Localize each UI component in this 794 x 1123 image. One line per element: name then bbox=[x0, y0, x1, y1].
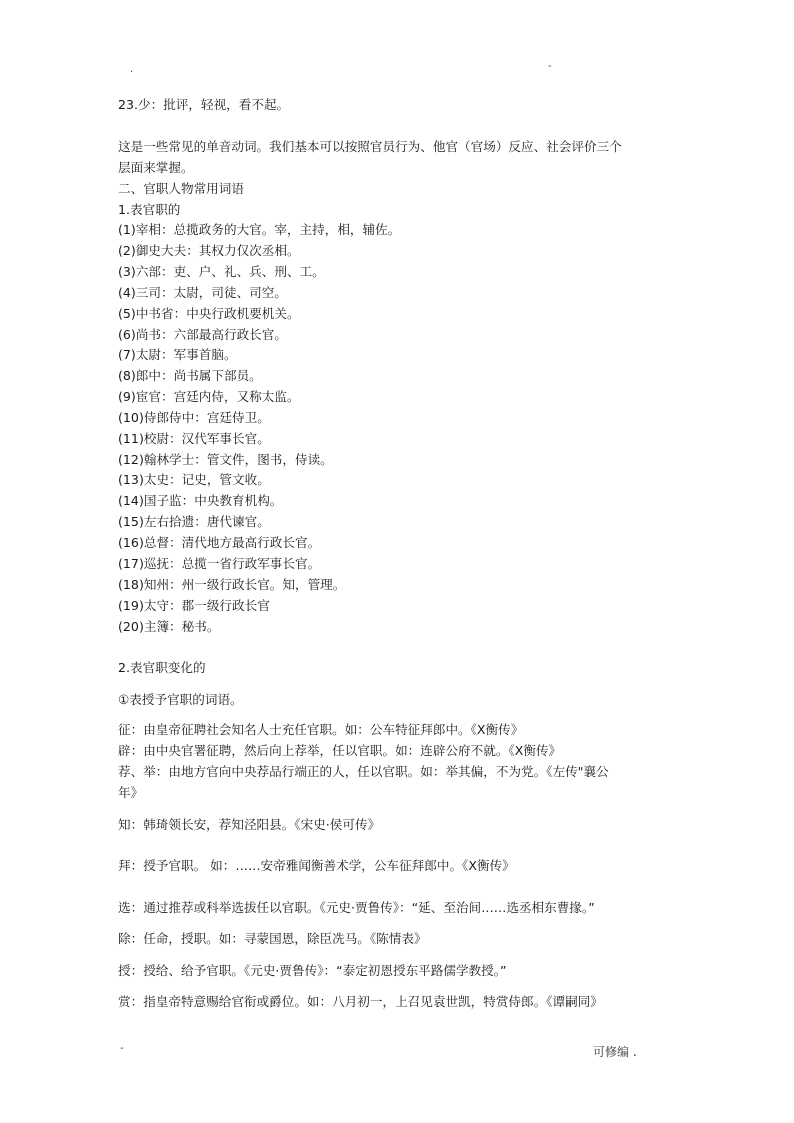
subsection-title-2: 2.表官职变化的 bbox=[118, 660, 206, 675]
list-item: (14)国子监：中央教育机构。 bbox=[118, 493, 283, 508]
list-item: (11)校尉：汉代军事长官。 bbox=[118, 431, 270, 446]
summary-line-1: 这是一些常见的单音动词。我们基本可以按照官员行为、他官（官场）反应、社会评价三个 bbox=[118, 139, 622, 154]
list-item: (13)太史：记史，管文收。 bbox=[118, 472, 270, 487]
entry-xuan: 选：通过推荐或科举选拔任以官职。《元史·贾鲁传》：“延、至治间……选丞相东曹掾。” bbox=[118, 900, 595, 915]
entry-jian-line-2: 年》 bbox=[118, 785, 144, 800]
list-item: (17)巡抚：总揽一省行政军事长官。 bbox=[118, 556, 321, 571]
entry-pi: 辟：由中央官署征聘，然后向上荐举，任以官职。如：连辟公府不就。《X衡传》 bbox=[118, 743, 562, 758]
list-item: (10)侍郎侍中：宫廷侍卫。 bbox=[118, 410, 270, 425]
list-item: (4)三司：太尉，司徒、司空。 bbox=[118, 285, 287, 300]
list-item: (18)知州：州一级行政长官。知，管理。 bbox=[118, 577, 346, 592]
footer-left-mark: - bbox=[120, 1043, 124, 1054]
point-1-heading bbox=[118, 692, 243, 708]
list-item: (19)太守：郡一级行政长官 bbox=[118, 598, 270, 613]
point-1-title: 表授予官职的词语。 bbox=[129, 692, 243, 707]
section-heading: 二、官职人物常用词语 bbox=[118, 181, 244, 196]
entry-zhi: 知：韩琦领长安，荐知泾阳县。《宋史·侯可传》 bbox=[118, 817, 381, 832]
entry-jian-line-1: 荐、举：由地方官向中央荐品行端正的人，任以官职。如：举其偏，不为党。《左传"襄公 bbox=[118, 764, 609, 779]
intro-item-23: 23.少：批评，轻视，看不起。 bbox=[118, 97, 290, 112]
list-item: (15)左右拾遗：唐代谏官。 bbox=[118, 514, 270, 529]
list-item: (1)宰相：总揽政务的大官。宰，主持，相，辅佐。 bbox=[118, 222, 401, 237]
header-left-mark: . bbox=[130, 64, 134, 75]
list-item: (6)尚书：六部最高行政长官。 bbox=[118, 327, 287, 342]
list-item: (3)六部：吏、户、礼、兵、刑、工。 bbox=[118, 264, 325, 279]
entry-shang: 赏：指皇帝特意赐给官衔或爵位。如：八月初一，上召见袁世凯，特赏侍郎。《谭嗣同》 bbox=[118, 994, 603, 1009]
footer-editable-note: 可修编 . bbox=[593, 1045, 637, 1059]
list-item: (7)太尉：军事首脑。 bbox=[118, 347, 237, 362]
list-item: (5)中书省：中央行政机要机关。 bbox=[118, 306, 300, 321]
list-item: (20)主簿：秘书。 bbox=[118, 619, 220, 634]
entry-bai: 拜：授予官职。 如：……安帝雅闻衡善术学，公车征拜郎中。《X衡传》 bbox=[118, 858, 515, 873]
summary-line-2: 层面来掌握。 bbox=[118, 160, 194, 175]
list-item: (2)御史大夫：其权力仅次丞相。 bbox=[118, 243, 300, 258]
header-right-mark: - bbox=[548, 61, 552, 72]
circled-number-marker: ① bbox=[118, 692, 130, 707]
entry-chu: 除：任命，授职。如：寻蒙国恩，除臣冼马。《陈情表》 bbox=[118, 931, 427, 946]
entry-zheng: 征：由皇帝征聘社会知名人士充任官职。如：公车特征拜郎中。《X衡传》 bbox=[118, 722, 524, 737]
list-item: (16)总督：清代地方最高行政长官。 bbox=[118, 535, 321, 550]
subsection-title-1: 1.表官职的 bbox=[118, 202, 181, 217]
list-item: (12)翰林学士：管文件，图书，侍读。 bbox=[118, 452, 333, 467]
entry-shou: 授：授给、给予官职。《元史·贾鲁传》：“泰定初恩授东平路儒学教授。” bbox=[118, 963, 507, 978]
list-item: (9)宦官：宫廷内侍，又称太监。 bbox=[118, 389, 300, 404]
list-item: (8)郎中：尚书属下部员。 bbox=[118, 368, 262, 383]
